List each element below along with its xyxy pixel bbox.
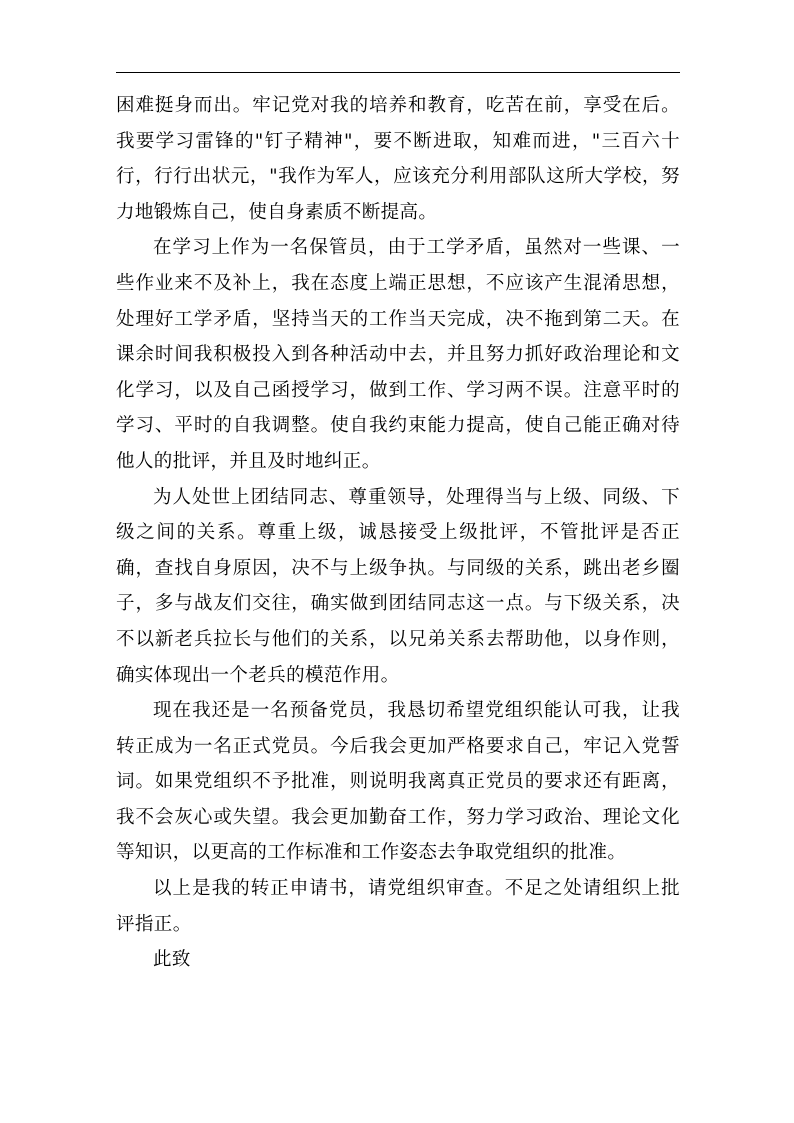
paragraph-study: 在学习上作为一名保管员，由于工学矛盾，虽然对一些课、一些作业来不及补上，我在态度上端正思想，不应该产生混淆思想，处理好工学矛盾，坚持当天的工作当天完成，决不拖到第二天。在课余时间我积极投入到各种活动中去，并且努力抓好政治理论和文化学习，以及自己函授学习，做到工作、学习两不误。注意平时的学习、平时的自我调整。使自我约束能力提高，使自己能正确对待他人的批评，并且及时地纠正。 — [116, 237, 680, 472]
paragraph-continuation: 困难挺身而出。牢记党对我的培养和教育，吃苦在前，享受在后。我要学习雷锋的"钉子精神"，要不断进取，知难而进，"三百六十行，行行出状元，"我作为军人，应该充分利用部队这所大学校，努力地锻炼自己，使自身素质不断提高。 — [116, 95, 680, 223]
document-body — [116, 88, 680, 978]
paragraph-closing: 以上是我的转正申请书，请党组织审查。不足之处请组织上批评指正。 — [116, 878, 680, 935]
paragraph-request: 现在我还是一名预备党员，我恳切希望党组织能认可我，让我转正成为一名正式党员。今后我会更加严格要求自己，牢记入党誓词。如果党组织不予批准，则说明我离真正党员的要求还有距离，我不会灰心或失望。我会更加勤奋工作，努力学习政治、理论文化等知识，以更高的工作标准和工作姿态去争取党组织的批准。 — [116, 700, 680, 864]
salutation: 此致 — [153, 949, 191, 971]
header-rule — [116, 72, 680, 73]
paragraph-relations: 为人处世上团结同志、尊重领导，处理得当与上级、同级、下级之间的关系。尊重上级，诚恳接受上级批评，不管批评是否正确，查找自身原因，决不与上级争执。与同级的关系，跳出老乡圈子，多与战友们交往，确实做到团结同志这一点。与下级关系，决不以新老兵拉长与他们的关系，以兄弟关系去帮助他，以身作则，确实体现出一个老兵的模范作用。 — [116, 486, 680, 686]
